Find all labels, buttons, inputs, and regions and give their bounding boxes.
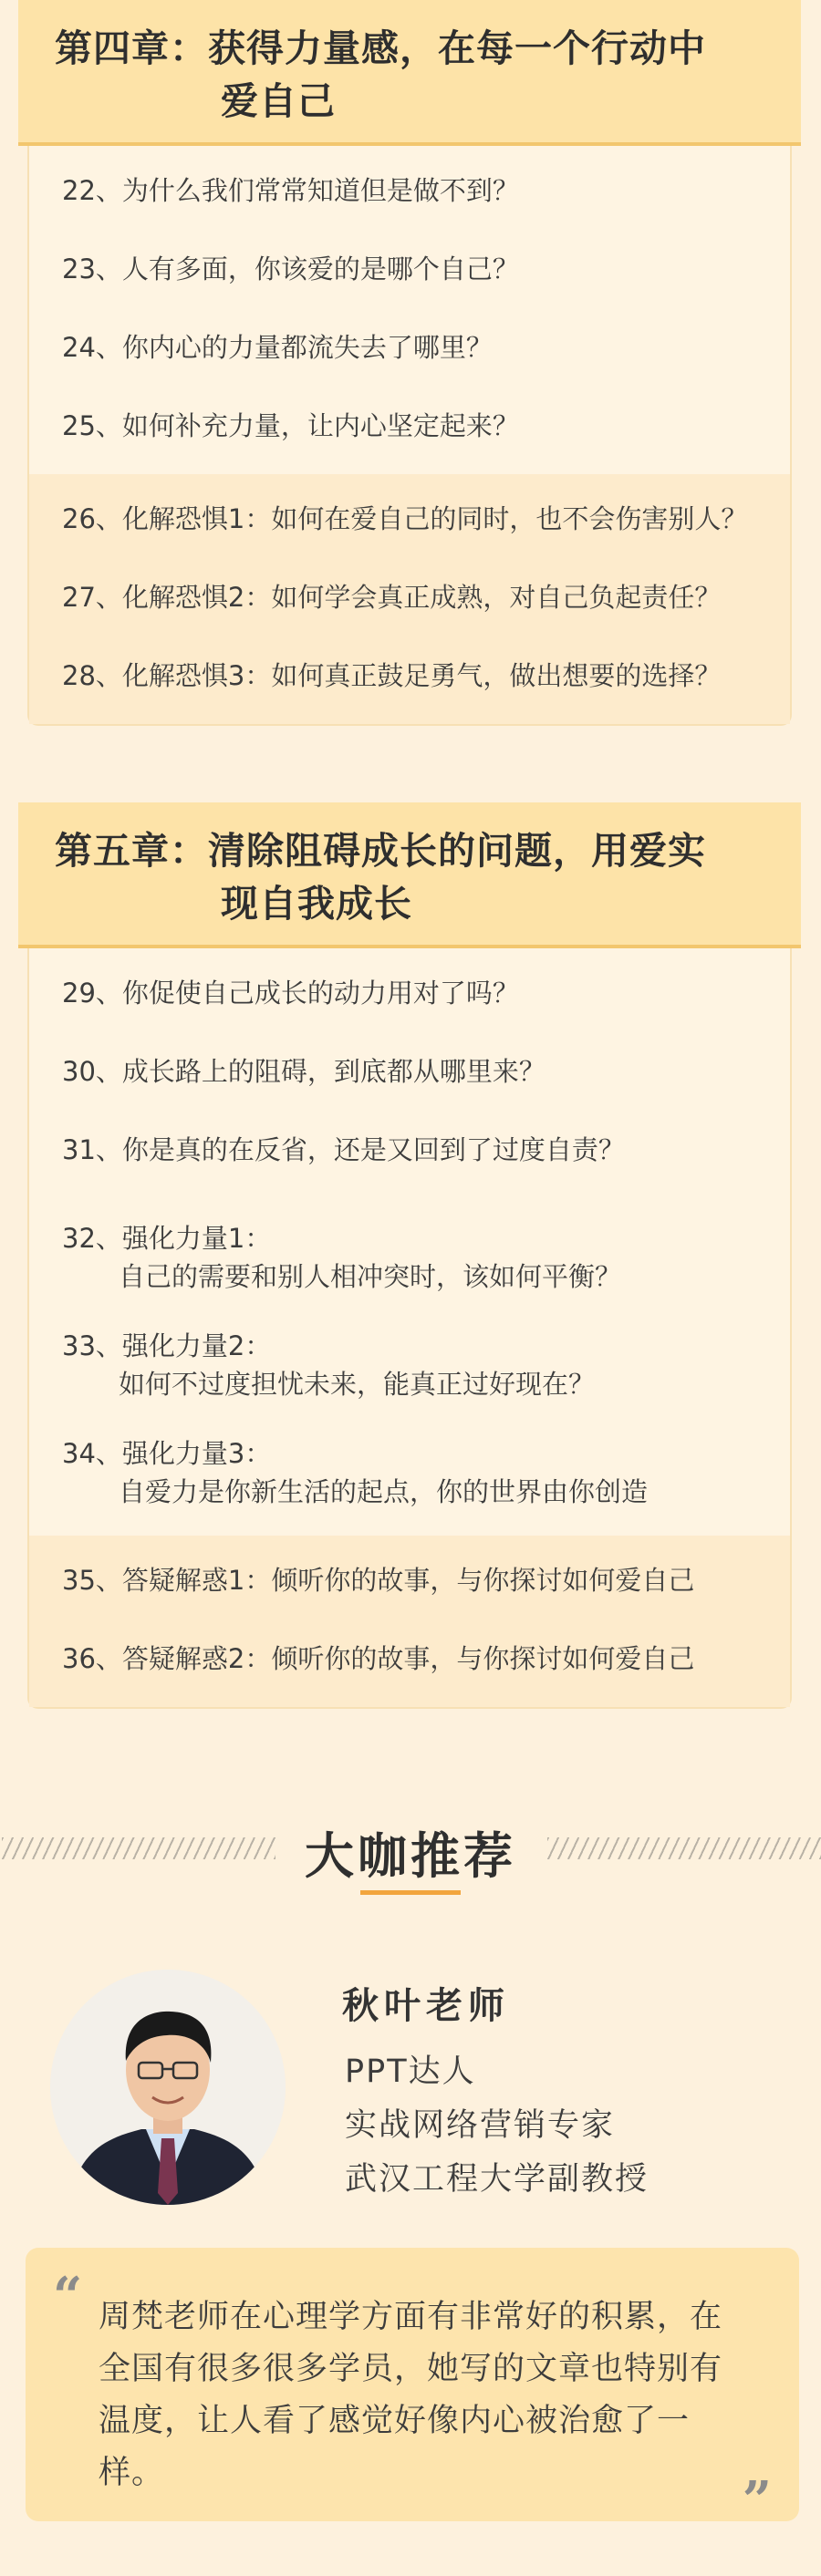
lesson-subtitle: 如何不过度担忧未来，能真正过好现在？ <box>119 1369 596 1400</box>
teacher-avatar <box>50 1970 286 2205</box>
lesson-group <box>29 146 790 474</box>
chapter-4-title-line2: 爱自己 <box>221 79 336 123</box>
lesson-item[interactable]: 22、为什么我们常常知道但是做不到？ <box>62 175 519 206</box>
recommendation-quote-box <box>26 2248 799 2530</box>
lesson-item[interactable]: 27、化解恐惧2：如何学会真正成熟，对自己负起责任？ <box>62 582 722 613</box>
lesson-heading: 34、强化力量3： <box>62 1438 272 1469</box>
chapter-4-section <box>18 0 801 726</box>
chapter-5-lesson-list <box>27 948 792 1709</box>
lesson-item[interactable] <box>29 1204 790 1311</box>
lesson-item[interactable]: 25、如何补充力量，让内心坚定起来？ <box>62 410 519 441</box>
decorative-hatch <box>547 1837 821 1859</box>
chapter-4-title <box>55 22 764 128</box>
chapter-4-header <box>18 0 801 146</box>
lesson-group <box>29 474 790 724</box>
recommendation-quote: 周梵老师在心理学方面有非常好的积累，在全国有很多很多学员，她写的文章也特别有温度，让人看了感觉好像内心被治愈了一样。 <box>99 2299 723 2491</box>
teacher-tag: 武汉工程大学副教授 <box>345 2161 650 2198</box>
chapter-4-lesson-list <box>27 146 792 726</box>
teacher-portrait-image <box>50 1970 286 2205</box>
teacher-tag: 实战网络营销专家 <box>345 2107 616 2144</box>
lesson-heading: 32、强化力量1： <box>62 1223 272 1254</box>
close-quote-icon: ” <box>742 2470 772 2530</box>
lesson-item[interactable] <box>29 1311 790 1419</box>
decorative-hatch <box>2 1837 275 1859</box>
heading-underline <box>360 1890 461 1895</box>
lesson-group <box>29 1198 790 1536</box>
chapter-5-section <box>18 802 801 1709</box>
lesson-item[interactable]: 36、答疑解惑2：倾听你的故事，与你探讨如何爱自己 <box>62 1643 695 1674</box>
lesson-item[interactable]: 30、成长路上的阻碍，到底都从哪里来？ <box>62 1056 546 1087</box>
chapter-5-title-line2: 现自我成长 <box>221 882 412 926</box>
lesson-item[interactable]: 23、人有多面，你该爱的是哪个自己？ <box>62 253 519 284</box>
lesson-item[interactable]: 35、答疑解惑1：倾听你的故事，与你探讨如何爱自己 <box>62 1565 695 1596</box>
recommendation-title-row <box>0 1810 821 1892</box>
lesson-item[interactable]: 29、你促使自己成长的动力用对了吗？ <box>62 978 519 1009</box>
lesson-item[interactable] <box>29 1419 790 1526</box>
lesson-subtitle: 自己的需要和别人相冲突时，该如何平衡？ <box>119 1261 622 1292</box>
chapter-5-header <box>18 802 801 948</box>
lesson-item[interactable]: 31、你是真的在反省，还是又回到了过度自责？ <box>62 1134 625 1165</box>
teacher-name: 秋叶老师 <box>342 1985 510 2027</box>
lesson-group <box>29 1536 790 1707</box>
lesson-subtitle: 自爱力是你新生活的起点，你的世界由你创造 <box>119 1476 649 1507</box>
teacher-tag: PPT达人 <box>345 2054 476 2090</box>
recommendation-heading: 大咖推荐 <box>305 1827 516 1885</box>
lesson-group <box>29 948 790 1198</box>
open-quote-icon: “ <box>53 2266 83 2326</box>
lesson-item[interactable]: 26、化解恐惧1：如何在爱自己的同时，也不会伤害别人？ <box>62 503 748 534</box>
chapter-4-title-line1: 第四章：获得力量感，在每一个行动中 <box>55 26 706 70</box>
chapter-5-title-line1: 第五章：清除阻碍成长的问题，用爱实 <box>55 829 706 873</box>
lesson-heading: 33、强化力量2： <box>62 1330 272 1361</box>
teacher-tags <box>345 2045 649 2207</box>
chapter-5-title <box>55 824 764 930</box>
lesson-item[interactable]: 24、你内心的力量都流失去了哪里？ <box>62 332 493 363</box>
lesson-item[interactable]: 28、化解恐惧3：如何真正鼓足勇气，做出想要的选择？ <box>62 660 722 691</box>
